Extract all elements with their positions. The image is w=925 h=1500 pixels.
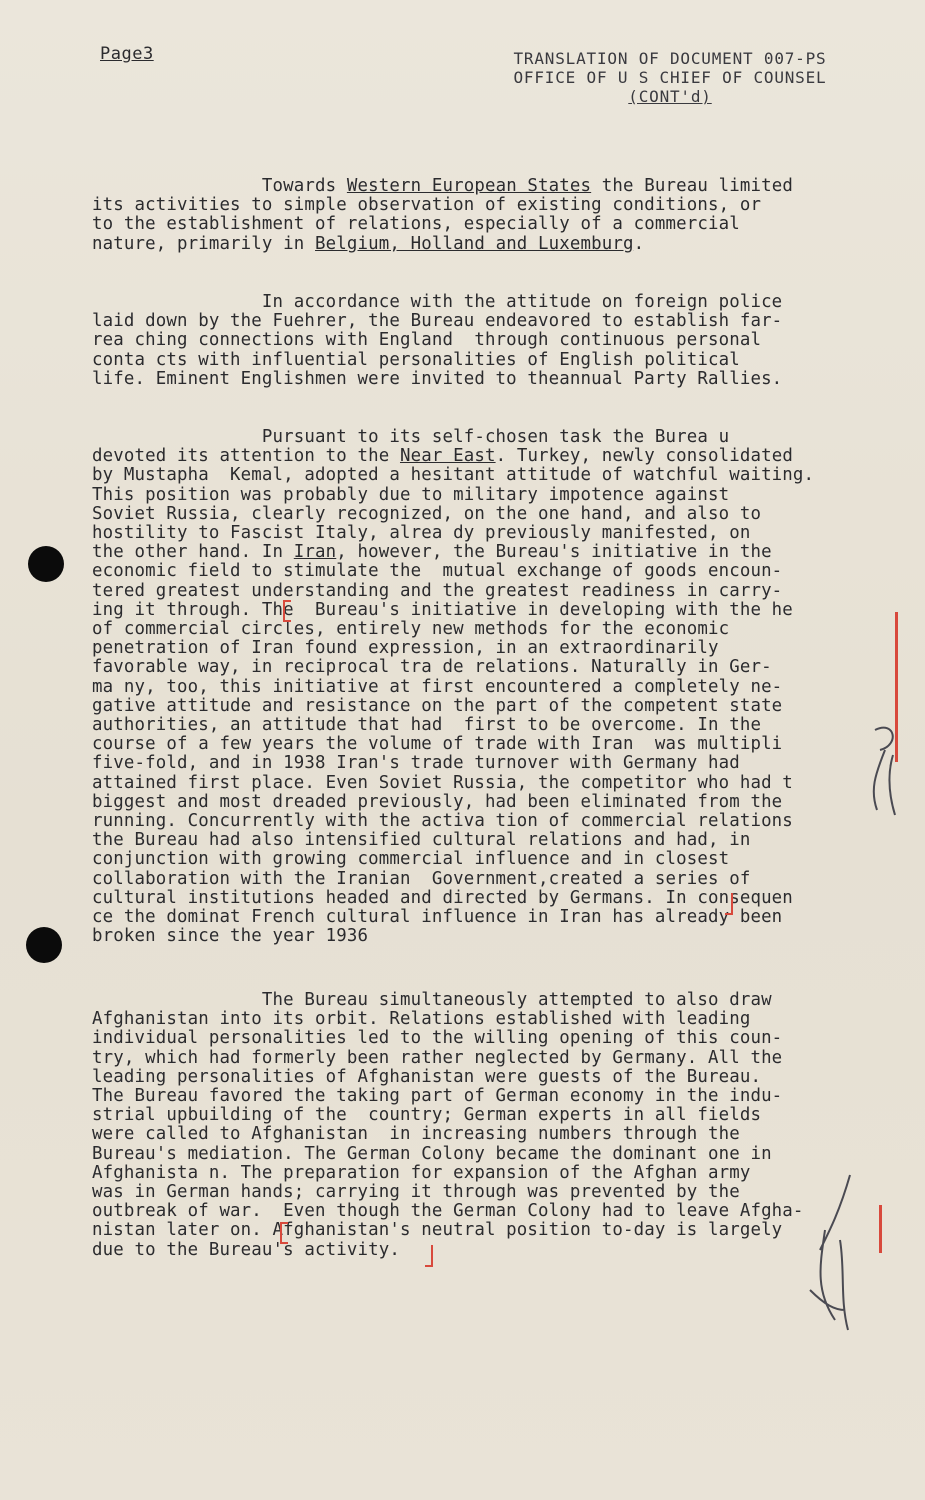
header-title: TRANSLATION OF DOCUMENT 007-PS — [513, 49, 827, 68]
punch-hole — [28, 546, 64, 582]
red-open-bracket — [280, 1222, 288, 1244]
underlined-phrase: Belgium, Holland and Luxemburg — [315, 233, 634, 254]
underlined-phrase: Near East — [399, 446, 496, 467]
pencil-scribble — [800, 1170, 870, 1340]
red-margin-mark — [879, 1205, 882, 1253]
underlined-phrase: Western European States — [346, 176, 592, 196]
underlined-phrase: Iran — [293, 542, 337, 563]
punch-hole — [26, 927, 62, 963]
paragraph-afghanistan: The Bureau simultaneously attempted to also draw Afghanistan into its orbit. Relations established with leading individual personalities led to the willing opening of this coun- try, which had formerly been rather neglected by Germany. All the leading personalities of Afghanistan were guests of the Bureau. The Bureau favored the taking part of German economy in the indu- strial upbuilding of the country; German experts in all fields were called to Afghanistan in increasing numbers through the Bureau's mediation. The German Colony became the dominant one in Afghanista n. The preparation for expansion of the Afghan army was in German hands; carrying it through was prevented by the outbreak of war. Even though the German Colony had to leave Afgha- nistan later on. Afghanistan's neutral position to-day is largely due to the Bureau's activity. — [92, 990, 804, 1260]
document-header — [470, 49, 870, 106]
page-number: Page3 — [100, 44, 154, 64]
paragraph-england: In accordance with the attitude on foreign police laid down by the Fuehrer, the Bureau endeavored to establish far- rea ching connections with England through continuous personal conta cts with influential personalities of English political life. Eminent Englishmen were invited to theannual Party Rallies. — [92, 292, 783, 389]
paragraph-western-europe: Towards Western European States the Bureau limited its activities to simple observation of existing conditions, or to the establishment of relations, especially of a commercial nature, primarily in Belgium, Holland and Luxemburg. — [92, 176, 793, 254]
pencil-scribble — [855, 720, 915, 820]
header-continued: (CONT'd) — [628, 87, 712, 106]
paragraph-near-east: Pursuant to its self-chosen task the Burea u devoted its attention to the Near East. Turkey, newly consolidated by Mustapha Kemal, adopted a hesitant attitude of watchful waiting. This position was probably due to military impotence against Soviet Russia, clearly recognized, on the one hand, and also to hostility to Fascist Italy, alrea dy previously manifested, on the other hand. In Iran, however, the Bureau's initiative in the economic field to stimulate the mutual exchange of goods encoun- tered greatest understanding and the greatest readiness in carry- ing it through. The Bureau's initiative in developing with the he of commercial circles, entirely new methods for the economic penetration of Iran found expression, in an extraordinarily favorable way, in reciprocal tra de relations. Naturally in Ger- ma ny, too, this initiative at first encountered a completely ne- gative attitude and resistance on the part of the competent state authorities, an attitude that had first to be overcome. In the course of a few years the volume of trade with Iran was multipli five-fold, and in 1938 Iran's trade turnover with Germany had attained first place. Even Soviet Russia, the competitor who had t biggest and most dreaded previously, had been eliminated from the running. Concurrently with the activa tion of commercial relations the Bureau had also intensified cultural relations and had, in conjunction with growing commercial influence and in closest collaboration with the Iranian Government,created a series of cultural institutions headed and directed by Germans. In consequen ce the dominat French cultural influence in Iran has already been broken since the year 1936 — [92, 427, 815, 947]
red-close-bracket — [725, 893, 733, 915]
header-office: OFFICE OF U S CHIEF OF COUNSEL — [513, 68, 827, 87]
red-close-bracket — [425, 1245, 433, 1267]
red-open-bracket — [283, 600, 291, 622]
